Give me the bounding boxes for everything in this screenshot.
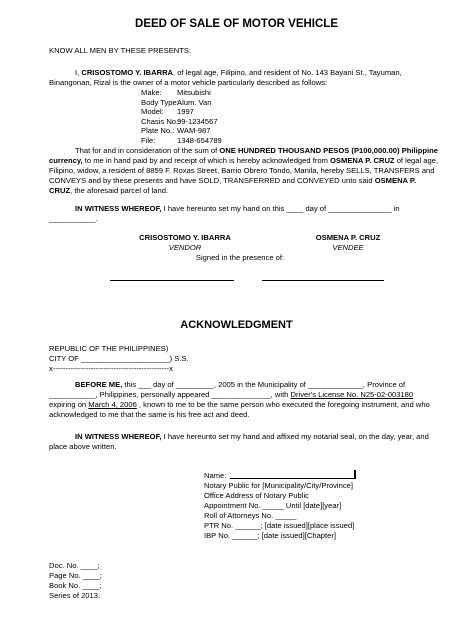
spec-file: File: 1348-654789 — [141, 135, 222, 145]
notary-ibp-line: IBP No. ______; [date issued][Chapter] — [204, 531, 336, 540]
venue-city: CITY OF _____________________) S.S. — [49, 354, 189, 363]
spec-plate-no: Plate No.: WAM-987 — [141, 126, 211, 135]
notary-appointment-line: Appointment No. _____ Until [date][year] — [204, 501, 342, 510]
notary-public-line: Notary Public for [Municipality/City/Province] — [204, 481, 353, 490]
notary-block — [204, 470, 356, 541]
venue-republic: REPUBLIC OF THE PHILIPPINES) — [49, 344, 169, 353]
vendee-name: OSMENA P. CRUZ — [315, 233, 381, 242]
doc-reference-block — [49, 561, 102, 601]
spec-make: Make: Mitsubishi — [141, 88, 211, 97]
notary-name-line: Name: — [204, 470, 356, 481]
notary-roll-line: Roll of Attorneys No. _____ — [204, 511, 297, 520]
before-me-paragraph: BEFORE ME, this ___ day of _________, 2005 in the Municipality of _____________, Province of ___________, Philippines, personally appeared ______________, with Driver's License No. N25-02-003180 expiring on March 4, 2006 , known to me to be the same person who executed the foregoing instrument, and who acknowledged to me that the same is his free act and deed. — [49, 380, 430, 419]
vendor-signature-block — [120, 233, 250, 253]
opening-line: KNOW ALL MEN BY THESE PRESENTS: — [49, 46, 192, 55]
spec-chasis-no: Chasis No.:99-1234567 — [141, 116, 218, 126]
acknowledgment-title: ACKNOWLEDGMENT — [180, 319, 293, 331]
signed-in-presence: Signed in the presence of: — [195, 253, 285, 262]
vendor-role: VENDOR — [168, 243, 202, 252]
witness-paragraph: IN WITNESS WHEREOF, I have hereunto set my hand on this ____ day of _______________ in ___________. — [49, 204, 400, 223]
consideration-paragraph: That for and in consideration of the sum of ONE HUNDRED THOUSAND PESOS (P100,000.00) Philippine currency, to me in hand paid by and receipt of which is hereby acknowledged from OSMENA P. CRUZ of legal age, Filipino, widow, a resident of 8859 F. Roxas Street, Barrio Obrero Tondo, Manila, hereby SELLS, TRANSFERS and CONVEYS and by these presents and have SOLD, TRANSFERRED and CONVEYED unto said OSMENA P. CRUZ, the aforesaid parcel of land. — [49, 146, 439, 195]
witness-signature-line-2 — [262, 280, 384, 281]
notary-ptr-line: PTR No. ______; [date issued][place issued] — [204, 521, 355, 530]
vendee-signature-block — [283, 233, 413, 253]
witness-signature-line-1 — [110, 280, 234, 281]
spec-body-type: Body Type:Alum. Van — [141, 97, 212, 107]
book-no: Book No. ____; — [49, 581, 102, 590]
vehicle-spec-list — [141, 88, 222, 145]
page-no: Page No. ____; — [49, 571, 102, 580]
notary-office-line: Office Address of Notary Public — [204, 491, 309, 500]
venue-block — [49, 344, 441, 374]
doc-no: Doc. No. ____; — [49, 561, 100, 570]
document-title: DEED OF SALE OF MOTOR VEHICLE — [135, 18, 338, 30]
venue-separator: x----------------------------------------------x — [49, 364, 173, 373]
vendor-paragraph: I, CRISOSTOMO Y. IBARRA, of legal age, Filipino, and resident of No. 143 Bayani St., Tayuman, Binangonan, Rizal is the owner of a motor vehicle particularly described as follows: — [49, 68, 402, 87]
vendee-role: VENDEE — [332, 243, 364, 252]
ack-witness-paragraph: IN WITNESS WHEREOF, I have hereunto set my hand and affixed my notarial seal, on the day, year, and place above written. — [49, 432, 429, 451]
vendor-name: CRISOSTOMO Y. IBARRA — [139, 233, 231, 242]
spec-model: Model: 1997 — [141, 107, 194, 116]
series: Series of 2013. — [49, 591, 101, 600]
